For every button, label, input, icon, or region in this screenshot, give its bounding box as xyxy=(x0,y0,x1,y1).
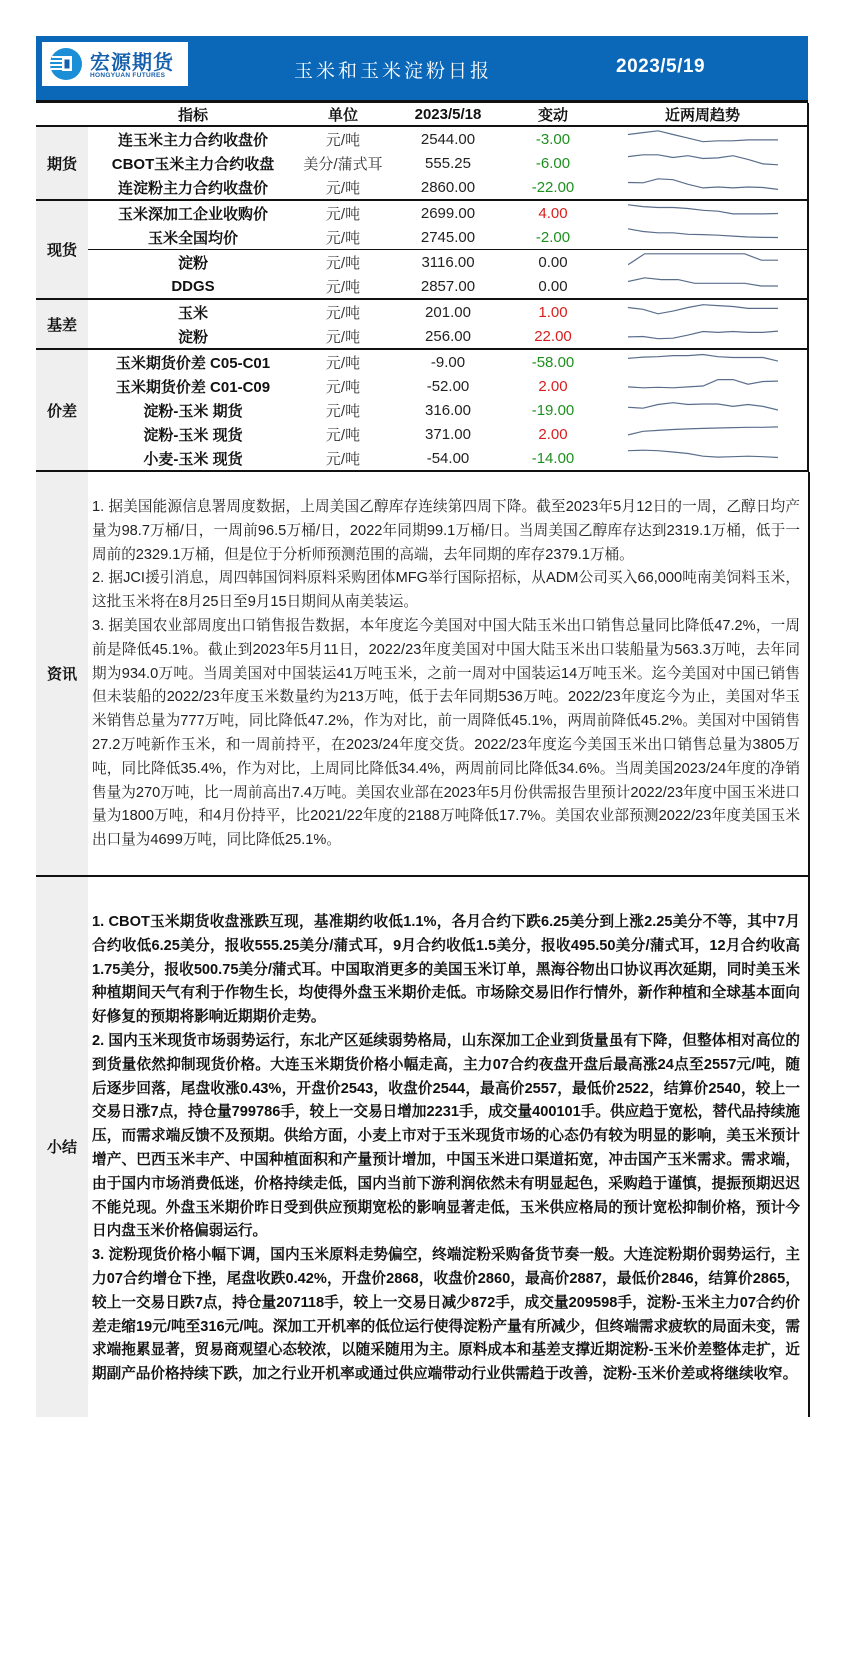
indicator-table xyxy=(36,103,809,472)
table-row xyxy=(36,151,808,175)
sparkline-icon xyxy=(628,326,778,346)
header-indicator: 指标 xyxy=(88,103,298,126)
unit-cell: 元/吨 xyxy=(325,402,361,420)
value-cell: 2857.00 xyxy=(388,274,508,299)
change-cell: -22.00 xyxy=(508,175,598,200)
indicator-name: 淀粉 xyxy=(88,250,298,275)
trend-sparkline xyxy=(598,274,808,299)
change-cell: -14.00 xyxy=(508,446,598,471)
unit-cell: 元/吨 xyxy=(325,354,361,372)
value-cell: 2544.00 xyxy=(420,130,476,148)
unit-cell: 元/吨 xyxy=(325,378,361,396)
summary-section xyxy=(36,877,810,1417)
table-row xyxy=(36,200,808,225)
change-cell: 4.00 xyxy=(538,204,568,222)
header-category xyxy=(36,103,88,126)
summary-body xyxy=(88,877,808,1417)
value-cell: 2745.00 xyxy=(420,228,476,246)
sparkline-icon xyxy=(628,400,778,420)
change-cell: -19.00 xyxy=(531,401,575,419)
value-cell: -54.00 xyxy=(388,446,508,471)
table-row xyxy=(36,299,808,324)
logo-text-cn: 宏源期货 xyxy=(90,52,174,74)
table-row xyxy=(36,324,808,349)
news-section xyxy=(36,472,810,877)
indicator-name: 淀粉 xyxy=(88,324,298,349)
change-cell: 22.00 xyxy=(508,324,598,349)
logo-text-en: HONGYUAN FUTURES xyxy=(90,72,166,79)
change-cell: 2.00 xyxy=(538,425,568,443)
unit-cell: 元/吨 xyxy=(298,274,388,299)
header-trend: 近两周趋势 xyxy=(598,103,808,126)
sparkline-icon xyxy=(628,302,778,322)
trend-sparkline xyxy=(598,349,808,374)
summary-category-label: 小结 xyxy=(36,877,88,1417)
header-date: 2023/5/18 xyxy=(388,103,508,126)
trend-sparkline xyxy=(598,175,808,200)
sparkline-icon xyxy=(628,252,778,272)
trend-sparkline xyxy=(598,446,808,471)
table-row xyxy=(36,398,808,422)
indicator-name: 小麦-玉米 现货 xyxy=(88,446,298,471)
indicator-name: 玉米 xyxy=(177,304,208,322)
trend-sparkline xyxy=(598,200,808,225)
table-row xyxy=(36,175,808,200)
value-cell: 2699.00 xyxy=(420,204,476,222)
table-row xyxy=(36,274,808,299)
category-label: 现货 xyxy=(36,200,88,299)
value-cell: -52.00 xyxy=(426,377,470,395)
change-cell: -3.00 xyxy=(535,130,571,148)
value-cell: 2860.00 xyxy=(388,175,508,200)
sparkline-icon xyxy=(628,227,778,247)
table-row xyxy=(36,349,808,374)
trend-sparkline xyxy=(598,151,808,175)
change-cell: 2.00 xyxy=(538,377,568,395)
news-body xyxy=(88,472,808,875)
trend-sparkline xyxy=(598,374,808,398)
indicator-name: 淀粉-玉米 期货 xyxy=(143,402,243,420)
summary-paragraph-1: 1. CBOT玉米期货收盘涨跌互现，基准期约收低1.1%，各月合约下跌6.25美分到上涨2.25美分不等，其中7月合约收低6.25美分，报收555.25美分/蒲式耳，9月合约收低1.5美分，报收495.50美分/蒲式耳，12月合约收高1.75美分，报收500.75美分/蒲式耳。中国取消更多的美国玉米订单，黑海谷物出口协议再次延期，同时美玉米种植期间天气有利于作物生长，均使得外盘玉米期价走低。市场除交易旧作行情外，新作种植和全球基本面向好修复的预期将影响近期期价走势。 xyxy=(92,913,800,1026)
unit-cell: 元/吨 xyxy=(298,250,388,275)
change-cell: -2.00 xyxy=(535,228,571,246)
value-cell: 3116.00 xyxy=(388,250,508,275)
category-label: 期货 xyxy=(36,126,88,200)
change-cell: 1.00 xyxy=(538,303,568,321)
trend-sparkline xyxy=(598,422,808,446)
unit-cell: 元/吨 xyxy=(298,175,388,200)
unit-cell: 元/吨 xyxy=(298,446,388,471)
value-cell: 256.00 xyxy=(388,324,508,349)
report-title: 玉米和玉米淀粉日报 xyxy=(294,61,493,82)
report-header xyxy=(36,36,808,103)
sparkline-icon xyxy=(628,129,778,149)
daily-report xyxy=(36,36,808,1417)
table-row xyxy=(36,225,808,250)
summary-paragraph-2: 2. 国内玉米现货市场弱势运行，东北产区延续弱势格局，山东深加工企业到货量虽有下降，但整体相对高位的到货量依然抑制现货价格。大连玉米期货价格小幅走高，主力07合约夜盘开盘后最高涨24点至2557元/吨，随后逐步回落，尾盘收涨0.43%，开盘价2543，收盘价2544，最高价2557，最低价2522，结算价2540，较上一交易日涨7点，持仓量799786手，较上一交易日增加2231手，成交量400101手。供应趋于宽松，替代品持续施压，而需求端反馈不及预期。供给方面，小麦上市对于玉米现货市场的心态仍有较为明显的影响，美玉米预计增产、巴西玉米丰产、中国种植面积和产量预计增加，中国玉米进口渠道拓宽，冲击国产玉米需求。需求端，由于国内市场消费低迷，价格持续走低，国内当前下游利润依然未有明显起色，采购趋于谨慎，提振预期迟迟不能兑现。外盘玉米期价昨日受到供应预期宽松的影响显著走低，玉米供应格局的预计宽松抑制价格，预计今日内盘玉米价格偏弱运行。 xyxy=(92,1032,800,1240)
indicator-name: 淀粉-玉米 现货 xyxy=(143,426,243,444)
indicator-name: 连淀粉主力合约收盘价 xyxy=(88,175,298,200)
value-cell: -9.00 xyxy=(430,353,466,371)
news-category-label: 资讯 xyxy=(36,472,88,875)
sparkline-icon xyxy=(628,352,778,372)
unit-cell: 元/吨 xyxy=(325,426,361,444)
indicator-name: 连玉米主力合约收盘价 xyxy=(117,131,268,149)
trend-sparkline xyxy=(598,299,808,324)
indicator-name: 玉米期货价差 C05-C01 xyxy=(115,354,271,372)
value-cell: 371.00 xyxy=(425,425,471,443)
change-cell: -58.00 xyxy=(531,353,575,371)
summary-paragraph-3: 3. 淀粉现货价格小幅下调，国内玉米原料走势偏空，终端淀粉采购备货节奏一般。大连淀粉期价弱势运行，主力07合约增仓下挫，尾盘收跌0.42%，开盘价2868，收盘价2860，最高价2887，最低价2846，结算价2865，较上一交易日跌7点，持仓量207118手，较上一交易日减少872手，成交量209598手，淀粉-玉米主力07合约价差走缩19元/吨至316元/吨。深加工开机率的低位运行使得淀粉产量有所减少，但终端需求疲软的局面未变，需求端拖累显著，贸易商观望心态较浓，以随采随用为主。原料成本和基差支撑近期淀粉-玉米价差整体走扩，近期副产品价格持续下跌，加之行业开机率或通过供应端带动行业供需趋于改善，淀粉-玉米价差或将继续收窄。 xyxy=(92,1247,800,1383)
unit-cell: 美分/蒲式耳 xyxy=(303,155,383,173)
logo-mark-icon xyxy=(48,47,84,81)
sparkline-icon xyxy=(628,276,778,296)
change-cell: 0.00 xyxy=(508,250,598,275)
category-label: 价差 xyxy=(36,349,88,471)
unit-cell: 元/吨 xyxy=(325,304,361,322)
value-cell: 316.00 xyxy=(425,401,471,419)
trend-sparkline xyxy=(598,225,808,250)
sparkline-icon xyxy=(628,153,778,173)
unit-cell: 元/吨 xyxy=(325,131,361,149)
table-row xyxy=(36,126,808,151)
unit-cell: 元/吨 xyxy=(298,324,388,349)
indicator-name: CBOT玉米主力合约收盘 xyxy=(111,155,275,173)
sparkline-icon xyxy=(628,376,778,396)
sparkline-icon xyxy=(628,177,778,197)
header-unit: 单位 xyxy=(298,103,388,126)
table-body xyxy=(36,126,808,471)
report-date: 2023/5/19 xyxy=(616,56,706,77)
unit-cell: 元/吨 xyxy=(325,229,361,247)
table-row xyxy=(36,250,808,275)
trend-sparkline xyxy=(598,126,808,151)
header-change: 变动 xyxy=(508,103,598,126)
indicator-name: 玉米深加工企业收购价 xyxy=(117,205,268,223)
trend-sparkline xyxy=(598,324,808,349)
company-logo xyxy=(42,42,188,86)
indicator-name: 玉米期货价差 C01-C09 xyxy=(115,378,271,396)
table-row xyxy=(36,422,808,446)
change-cell: 0.00 xyxy=(508,274,598,299)
news-paragraph-2: 2. 据JCI援引消息，周四韩国饲料原料采购团体MFG举行国际招标，从ADM公司买入66,000吨南美饲料玉米，这批玉米将在8月25日至9月15日期间从南美装运。 xyxy=(92,570,800,611)
news-paragraph-1: 1. 据美国能源信息署周度数据，上周美国乙醇库存连续第四周下降。截至2023年5月12日的一周，乙醇日均产量为98.7万桶/日，一周前96.5万桶/日，2022年同期99.1万桶/日。当周美国乙醇库存达到2319.1万桶，低于一周前的2329.1万桶，但是位于分析师预测范围的高端，去年同期的库存2379.1万桶。 xyxy=(92,499,800,563)
change-cell: -6.00 xyxy=(535,154,571,172)
table-header-row xyxy=(36,103,808,126)
trend-sparkline xyxy=(598,398,808,422)
category-label: 基差 xyxy=(36,299,88,349)
sparkline-icon xyxy=(628,203,778,223)
table-row xyxy=(36,446,808,471)
indicator-name: DDGS xyxy=(88,274,298,299)
trend-sparkline xyxy=(598,250,808,275)
value-cell: 201.00 xyxy=(425,303,471,321)
sparkline-icon xyxy=(628,424,778,444)
indicator-name: 玉米全国均价 xyxy=(147,229,238,247)
table-row xyxy=(36,374,808,398)
value-cell: 555.25 xyxy=(425,154,471,172)
news-paragraph-3: 3. 据美国农业部周度出口销售报告数据，本年度迄今美国对中国大陆玉米出口销售总量同比降低47.2%，一周前是降低45.1%。截止到2023年5月11日，2022/23年度美国对中国大陆玉米出口装船量为563.3万吨，去年同期为934.0万吨。当周美国对中国装运41万吨玉米，之前一周对中国装运14万吨玉米。迄今美国对中国已销售但未装船的2022/23年度玉米数量约为213万吨，低于去年同期536万吨。2022/23年度迄今为止，美国对华玉米销售总量为777万吨，同比降低47.2%，作为对比，前一周降低45.1%，两周前降低45.2%。美国对中国销售27.2万吨新作玉米，和一周前持平，在2023/24年度交货。2022/23年度迄今美国玉米出口销售总量为3805万吨，同比降低35.4%，作为对比，上周同比降低34.4%，两周前同比降低34.6%。当周美国2023/24年度的净销售量为270万吨，比一周前高出7.4万吨。美国农业部在2023年5月份供需报告里预计2022/23年度中国玉米进口量为1800万吨，和4月份持平，比2021/22年度的2188万吨降低17.7%。美国农业部预测2022/23年度美国玉米出口量为4699万吨，同比降低25.1%。 xyxy=(92,617,800,849)
sparkline-icon xyxy=(628,448,778,468)
unit-cell: 元/吨 xyxy=(325,205,361,223)
